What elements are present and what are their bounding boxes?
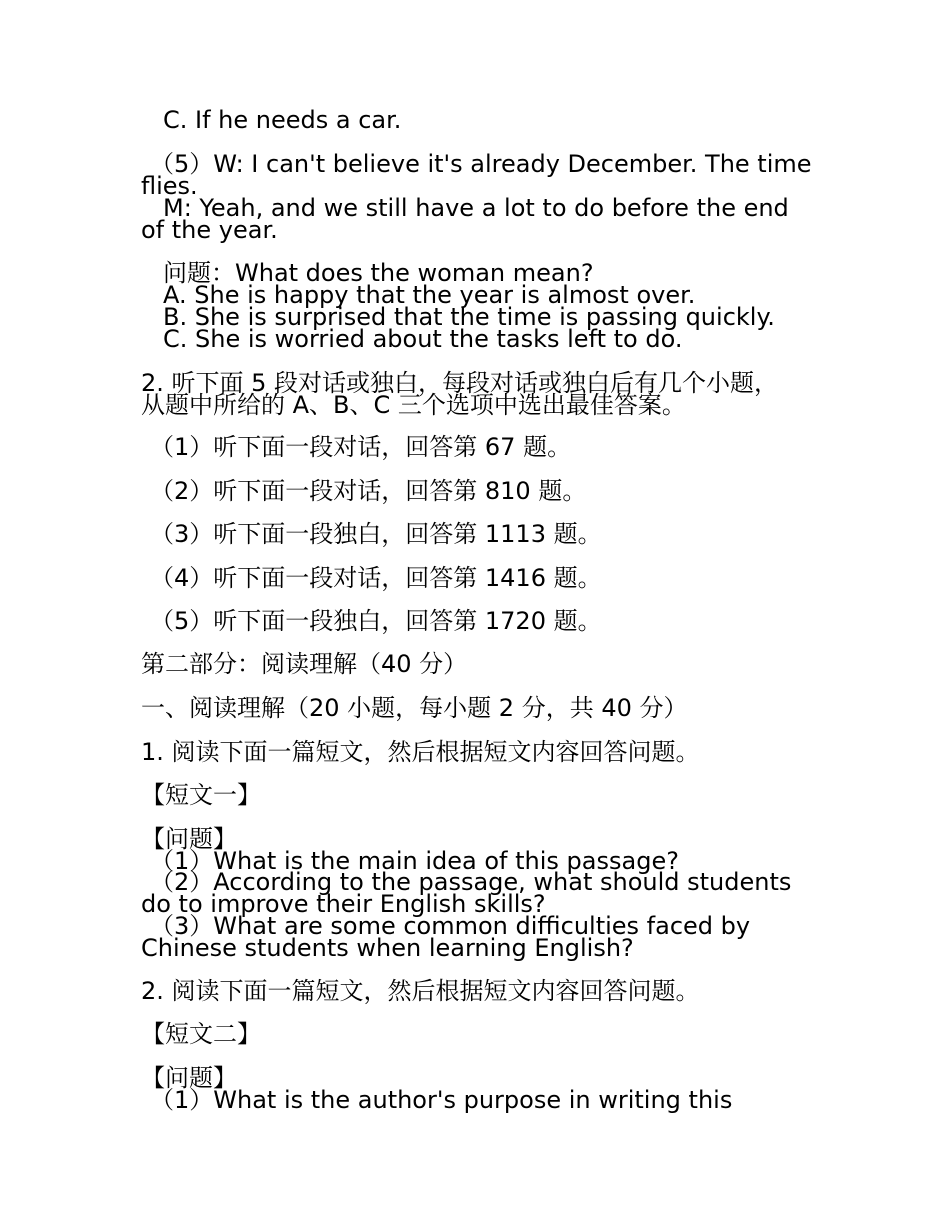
passage1-question: （1）What is the main idea of this passage? [150, 847, 679, 875]
passage1-title: 【短文一】 [141, 781, 261, 809]
q5-option-c: C. She is worried about the tasks left to do. [163, 325, 683, 353]
listening-item: （5）听下面一段独白，回答第 1720 题。 [150, 607, 602, 635]
passage1-question-cont: do to improve their English skills? [141, 890, 546, 918]
passage1-instruction: 1. 阅读下面一篇短文，然后根据短文内容回答问题。 [141, 738, 700, 766]
passage2-instruction: 2. 阅读下面一篇短文，然后根据短文内容回答问题。 [141, 977, 700, 1005]
passage2-questions-label: 【问题】 [141, 1064, 237, 1092]
listening-instruction-cont: 从题中所给的 A、B、C 三个选项中选出最佳答案。 [141, 391, 686, 419]
q5-dialogue-woman-cont: flies. [141, 172, 198, 200]
passage1-question: （3）What are some common difficulties faced by [150, 912, 751, 940]
listening-item: （3）听下面一段独白，回答第 1113 题。 [150, 520, 602, 548]
passage1-question: （2）According to the passage, what should students [150, 868, 792, 896]
q4-option-c: C. If he needs a car. [163, 106, 402, 134]
passage2-question: （1）What is the author's purpose in writing this [150, 1086, 733, 1114]
q5-dialogue-woman: （5）W: I can't believe it's already December. The time [150, 150, 812, 178]
passage1-question-cont: Chinese students when learning English? [141, 934, 634, 962]
listening-item: （4）听下面一段对话，回答第 1416 题。 [150, 564, 602, 592]
q5-question: 问题：What does the woman mean? [163, 259, 594, 287]
listening-instruction: 2. 听下面 5 段对话或独白，每段对话或独白后有几个小题， [141, 369, 779, 397]
listening-item: （2）听下面一段对话，回答第 810 题。 [150, 477, 587, 505]
listening-item: （1）听下面一段对话，回答第 67 题。 [150, 433, 572, 461]
passage2-title: 【短文二】 [141, 1020, 261, 1048]
q5-dialogue-man: M: Yeah, and we still have a lot to do before the end [163, 194, 789, 222]
q5-option-b: B. She is surprised that the time is passing quickly. [163, 303, 775, 331]
reading-subheading: 一、阅读理解（20 小题，每小题 2 分，共 40 分） [141, 694, 688, 722]
passage1-questions-label: 【问题】 [141, 825, 237, 853]
q5-dialogue-man-cont: of the year. [141, 216, 278, 244]
part2-heading: 第二部分：阅读理解（40 分） [141, 650, 468, 678]
q5-option-a: A. She is happy that the year is almost over. [163, 281, 696, 309]
